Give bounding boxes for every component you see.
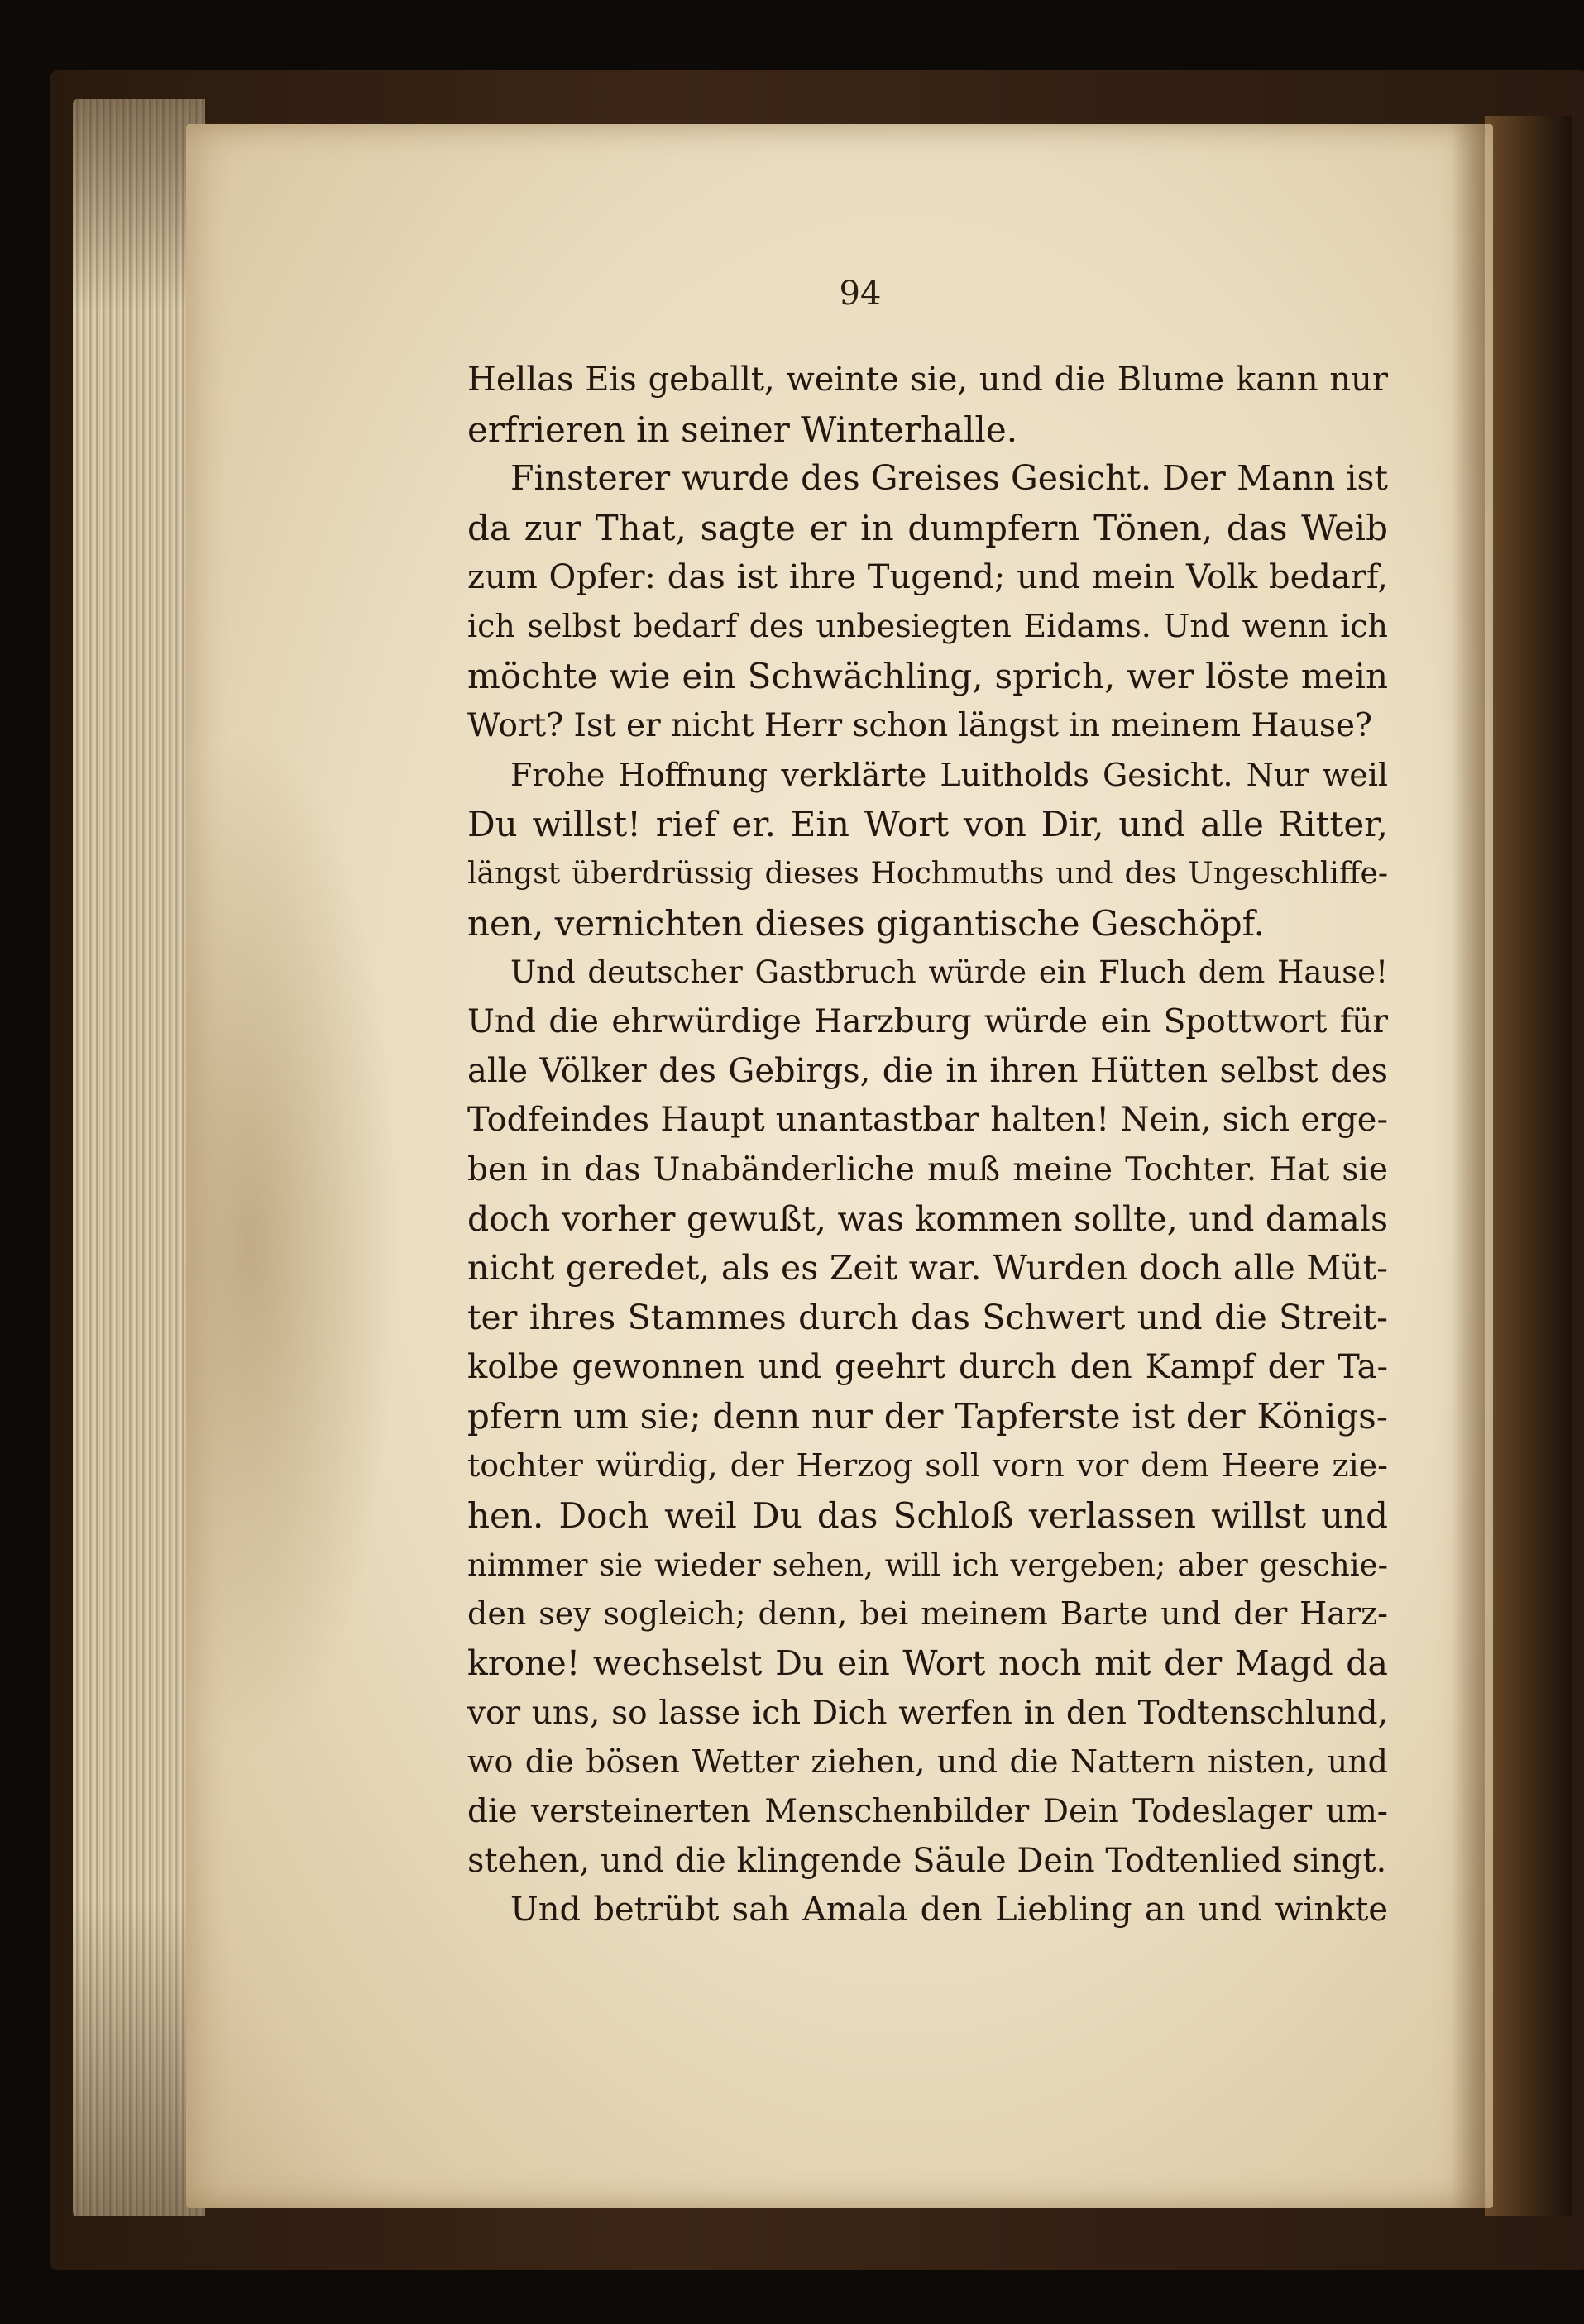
text-line: ich selbst bedarf des unbesiegten Eidams. Und wenn ich — [467, 608, 1388, 645]
text-line: tochter würdig, der Herzog soll vorn vor dem Heere zie- — [467, 1447, 1388, 1485]
text-line: Und die ehrwürdige Harzburg würde ein Spottwort für — [467, 1002, 1388, 1040]
text-line: Und deutscher Gastbruch würde ein Fluch dem Hause! — [510, 954, 1388, 991]
text-line: da zur That, sagte er in dumpfern Tönen, das Weib — [467, 508, 1388, 549]
text-line: stehen, und die klingende Säule Dein Todtenlied singt. — [467, 1841, 1387, 1880]
text-line: nimmer sie wieder sehen, will ich vergeben; aber geschie- — [467, 1547, 1388, 1583]
text-line: kolbe gewonnen und geehrt durch den Kampf der Ta- — [467, 1347, 1388, 1386]
text-line: vor uns, so lasse ich Dich werfen in den Todtenschlund, — [467, 1694, 1388, 1732]
text-line: Hellas Eis geballt, weinte sie, und die Blume kann nur — [467, 361, 1388, 399]
text-line: erfrieren in seiner Winterhalle. — [467, 409, 1018, 450]
text-line: nicht geredet, als es Zeit war. Wurden doch alle Müt- — [467, 1248, 1388, 1289]
text-line: krone! wechselst Du ein Wort noch mit der Magd da — [467, 1643, 1388, 1683]
text-line: den sey sogleich; denn, bei meinem Barte und der Harz- — [467, 1595, 1388, 1633]
text-line: pfern um sie; denn nur der Tapferste ist der Königs- — [467, 1396, 1388, 1437]
text-line: die versteinerten Menschenbilder Dein Todeslager um- — [467, 1792, 1388, 1830]
text-line: alle Völker des Gebirgs, die in ihren Hütten selbst des — [467, 1051, 1388, 1090]
page-number: 94 — [839, 275, 882, 313]
text-line: Und betrübt sah Amala den Liebling an und winkte — [510, 1891, 1388, 1929]
text-line: nen, vernichten dieses gigantische Geschöpf. — [467, 902, 1266, 944]
text-line: wo die bösen Wetter ziehen, und die Nattern nisten, und — [467, 1743, 1388, 1781]
text-line: Wort? Ist er nicht Herr schon längst in meinem Hause? — [467, 706, 1372, 744]
text-line: doch vorher gewußt, was kommen sollte, und damals — [467, 1198, 1388, 1239]
text-line: längst überdrüssig dieses Hochmuths und des Ungeschliffe- — [467, 856, 1388, 891]
text-line: ben in das Unabänderliche muß meine Tochter. Hat sie — [467, 1151, 1388, 1188]
text-line: ter ihres Stammes durch das Schwert und die Streit- — [467, 1298, 1388, 1338]
text-line: Todfeindes Haupt unantastbar halten! Nein, sich erge- — [467, 1101, 1388, 1140]
text-line: Finsterer wurde des Greises Gesicht. Der Mann ist — [510, 458, 1388, 499]
text-line: Du willst! rief er. Ein Wort von Dir, und alle Ritter, — [467, 804, 1388, 845]
text-line: zum Opfer: das ist ihre Tugend; und mein Volk bedarf, — [467, 557, 1388, 596]
book-spine — [1485, 116, 1572, 2216]
page-stain — [186, 728, 401, 1762]
page-edges-shadow — [73, 99, 205, 2216]
page-gutter — [1452, 124, 1485, 2208]
text-line: Frohe Hoffnung verklärte Luitholds Gesicht. Nur weil — [510, 756, 1388, 793]
text-line: möchte wie ein Schwächling, sprich, wer löste mein — [467, 656, 1388, 697]
text-line: hen. Doch weil Du das Schloß verlassen willst und — [467, 1494, 1388, 1536]
body-text — [467, 356, 1388, 1935]
